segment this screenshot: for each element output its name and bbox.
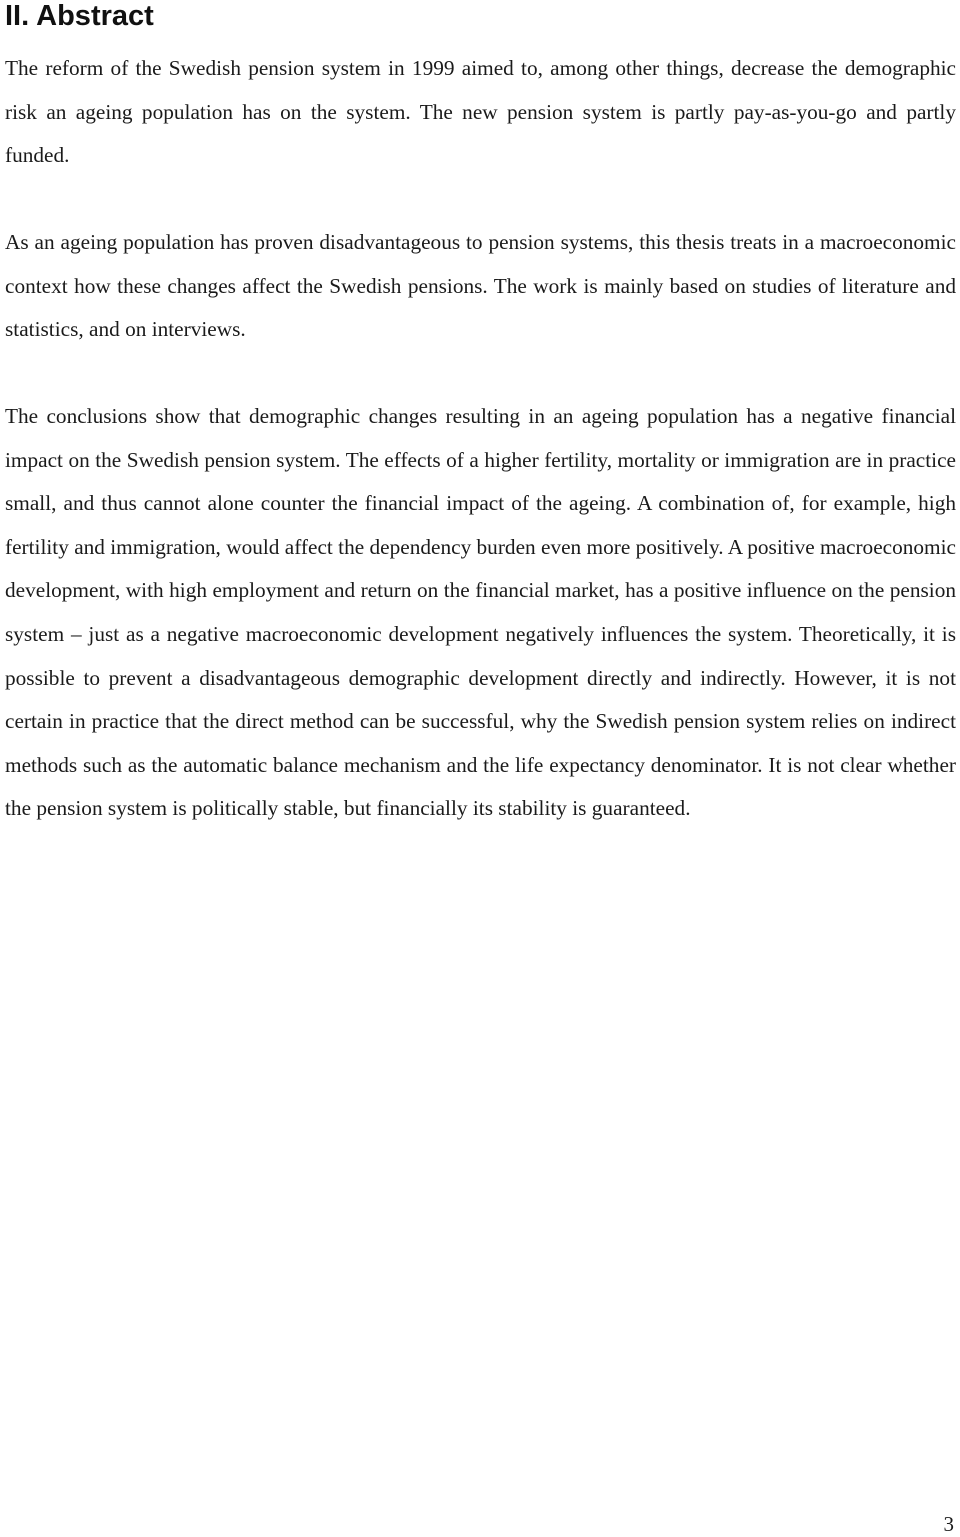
abstract-paragraph-2: As an ageing population has proven disadvantageous to pension systems, this thesis treats in a macroeconomic context how these changes affect the Swedish pensions. The work is mainly based on studies of literature and statistics, and on interviews. — [5, 230, 956, 342]
abstract-paragraph-1: The reform of the Swedish pension system in 1999 aimed to, among other things, decrease the demographic risk an ageing population has on the system. The new pension system is partly pay-as-you-go and partly funded. — [5, 56, 956, 168]
section-heading: II. Abstract — [5, 0, 154, 32]
abstract-paragraph-3: The conclusions show that demographic changes resulting in an ageing population has a negative financial impact on the Swedish pension system. The effects of a higher fertility, mortality or immigration are in practice small, and thus cannot alone counter the financial impact of the ageing. A combination of, for example, high fertility and immigration, would affect the dependency burden even more positively. A positive macroeconomic development, with high employment and return on the financial market, has a positive influence on the pension system – just as a negative macroeconomic development negatively influences the system. Theoretically, it is possible to prevent a disadvantageous demographic development directly and indirectly. However, it is not certain in practice that the direct method can be successful, why the Swedish pension system relies on indirect methods such as the automatic balance mechanism and the life expectancy denominator. It is not clear whether the pension system is politically stable, but financially its stability is guaranteed. — [5, 404, 956, 821]
page-number: 3 — [943, 1512, 954, 1536]
